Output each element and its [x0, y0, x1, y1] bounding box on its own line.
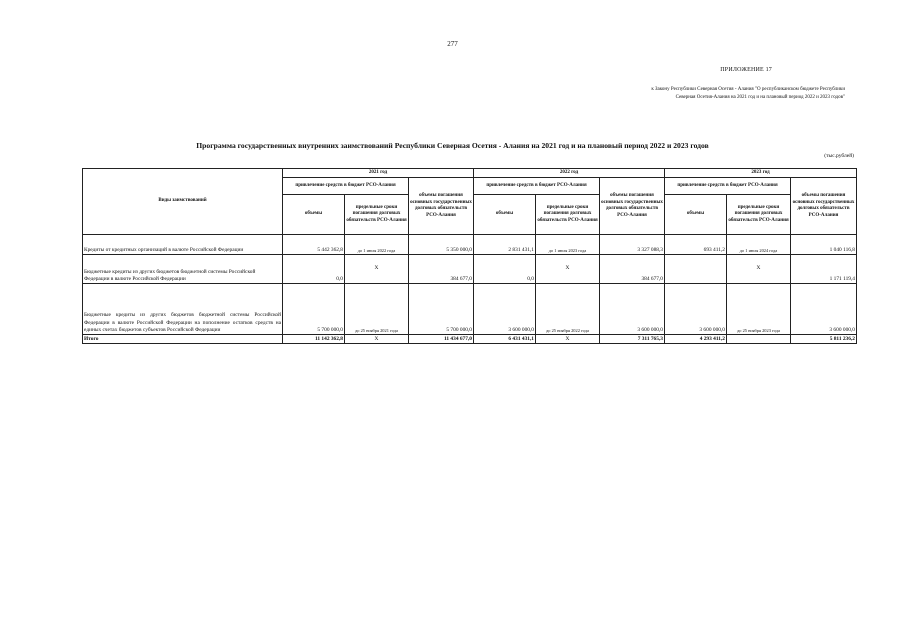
- table-row: [83, 235, 857, 255]
- header-attraction-2022: привлечение средств в бюджет РСО-Алания: [474, 178, 600, 195]
- repayment-2022: 384 677,0: [600, 255, 665, 284]
- volume-2022: 0,0: [474, 255, 536, 284]
- header-terms-2023: предельные сроки погашения долговых обязательств РСО-Алания: [727, 195, 791, 235]
- term-2022: X: [536, 255, 600, 284]
- total-repayment-2022: 7 311 765,3: [600, 335, 665, 344]
- table-row: [83, 284, 857, 335]
- volume-2021: 5 442 362,8: [283, 235, 345, 255]
- term-2022: до 1 июля 2023 года: [536, 235, 600, 255]
- repayment-2023: 1 040 116,8: [791, 235, 857, 255]
- header-repayment-2022: объемы погашения основных государственных долговых обязательств РСО-Алания: [600, 178, 665, 235]
- row-name: Кредиты от кредитных организаций в валюте Российской Федерации: [83, 235, 283, 255]
- term-2021: до 25 ноября 2021 года: [345, 284, 409, 335]
- header-year-2022: 2022 год: [474, 169, 665, 178]
- header-terms-2021: предельные сроки погашения долговых обязательств РСО-Алания: [345, 195, 409, 235]
- term-2023: до 1 июля 2024 года: [727, 235, 791, 255]
- header-attraction-2021: привлечение средств в бюджет РСО-Алания: [283, 178, 409, 195]
- header-kinds: Виды заимствований: [83, 169, 283, 235]
- header-terms-2022: предельные сроки погашения долговых обязательств РСО-Алания: [536, 195, 600, 235]
- term-2023: X: [727, 255, 791, 284]
- volume-2022: 3 600 000,0: [474, 284, 536, 335]
- header-volumes-2021: объемы: [283, 195, 345, 235]
- repayment-2022: 3 600 000,0: [600, 284, 665, 335]
- header-volumes-2023: объемы: [665, 195, 727, 235]
- total-volume-2022: 6 431 431,1: [474, 335, 536, 344]
- page-number: 277: [447, 40, 458, 48]
- repayment-2023: 3 600 000,0: [791, 284, 857, 335]
- total-term-2023: [727, 335, 791, 344]
- units-label: (тыс.рублей): [824, 153, 854, 159]
- volume-2023: 693 411,2: [665, 235, 727, 255]
- repayment-2022: 3 327 088,3: [600, 235, 665, 255]
- repayment-2023: 1 171 119,4: [791, 255, 857, 284]
- header-repayment-2021: объемы погашения основных государственных долговых обязательств РСО-Алания: [409, 178, 474, 235]
- total-row: [83, 335, 857, 344]
- volume-2021: 0,0: [283, 255, 345, 284]
- term-2023: до 25 ноября 2023 года: [727, 284, 791, 335]
- total-term-2021: X: [345, 335, 409, 344]
- header-volumes-2022: объемы: [474, 195, 536, 235]
- total-term-2022: X: [536, 335, 600, 344]
- term-2021: X: [345, 255, 409, 284]
- total-label: Итого: [83, 335, 283, 344]
- appendix-label: ПРИЛОЖЕНИЕ 17: [720, 67, 772, 73]
- volume-2021: 5 700 000,0: [283, 284, 345, 335]
- table-row: [83, 255, 857, 284]
- repayment-2021: 5 700 000,0: [409, 284, 474, 335]
- document-title: Программа государственных внутренних заимствований Республики Северная Осетия - Алания на 2021 год и на плановый период 2022 и 2023 годов: [196, 141, 709, 150]
- term-2022: до 25 ноября 2022 года: [536, 284, 600, 335]
- repayment-2021: 5 350 000,0: [409, 235, 474, 255]
- total-volume-2021: 11 142 362,8: [283, 335, 345, 344]
- header-year-2023: 2023 год: [665, 169, 857, 178]
- term-2021: до 1 июля 2022 года: [345, 235, 409, 255]
- header-year-2021: 2021 год: [283, 169, 474, 178]
- header-repayment-2023: объемы погашения основных государственных долговых обязательств РСО-Алания: [791, 178, 857, 235]
- repayment-2021: 384 677,0: [409, 255, 474, 284]
- law-reference: к Закону Республики Северная Осетия - Алания "О республиканском бюджете Республики Северная Осетия-Алания на 2021 год и на плановый период 2022 и 2023 годов": [651, 87, 845, 100]
- volume-2023: [665, 255, 727, 284]
- row-name: Бюджетные кредиты из других бюджетов бюджетной системы Российской Федерации в валюте Российской Федерации: [83, 255, 283, 284]
- borrowing-program-table: [82, 168, 857, 344]
- header-attraction-2023: привлечение средств в бюджет РСО-Алания: [665, 178, 791, 195]
- total-repayment-2021: 11 434 677,0: [409, 335, 474, 344]
- volume-2023: 3 600 000,0: [665, 284, 727, 335]
- volume-2022: 2 831 431,1: [474, 235, 536, 255]
- row-name: Бюджетные кредиты из других бюджетов бюджетной системы Российской Федерации в валюте Российской Федерации на пополнение остатков средств на единых счетах бюджетов субъектов Российской Федерации: [83, 284, 283, 335]
- total-repayment-2023: 5 811 236,2: [791, 335, 857, 344]
- total-volume-2023: 4 293 411,2: [665, 335, 727, 344]
